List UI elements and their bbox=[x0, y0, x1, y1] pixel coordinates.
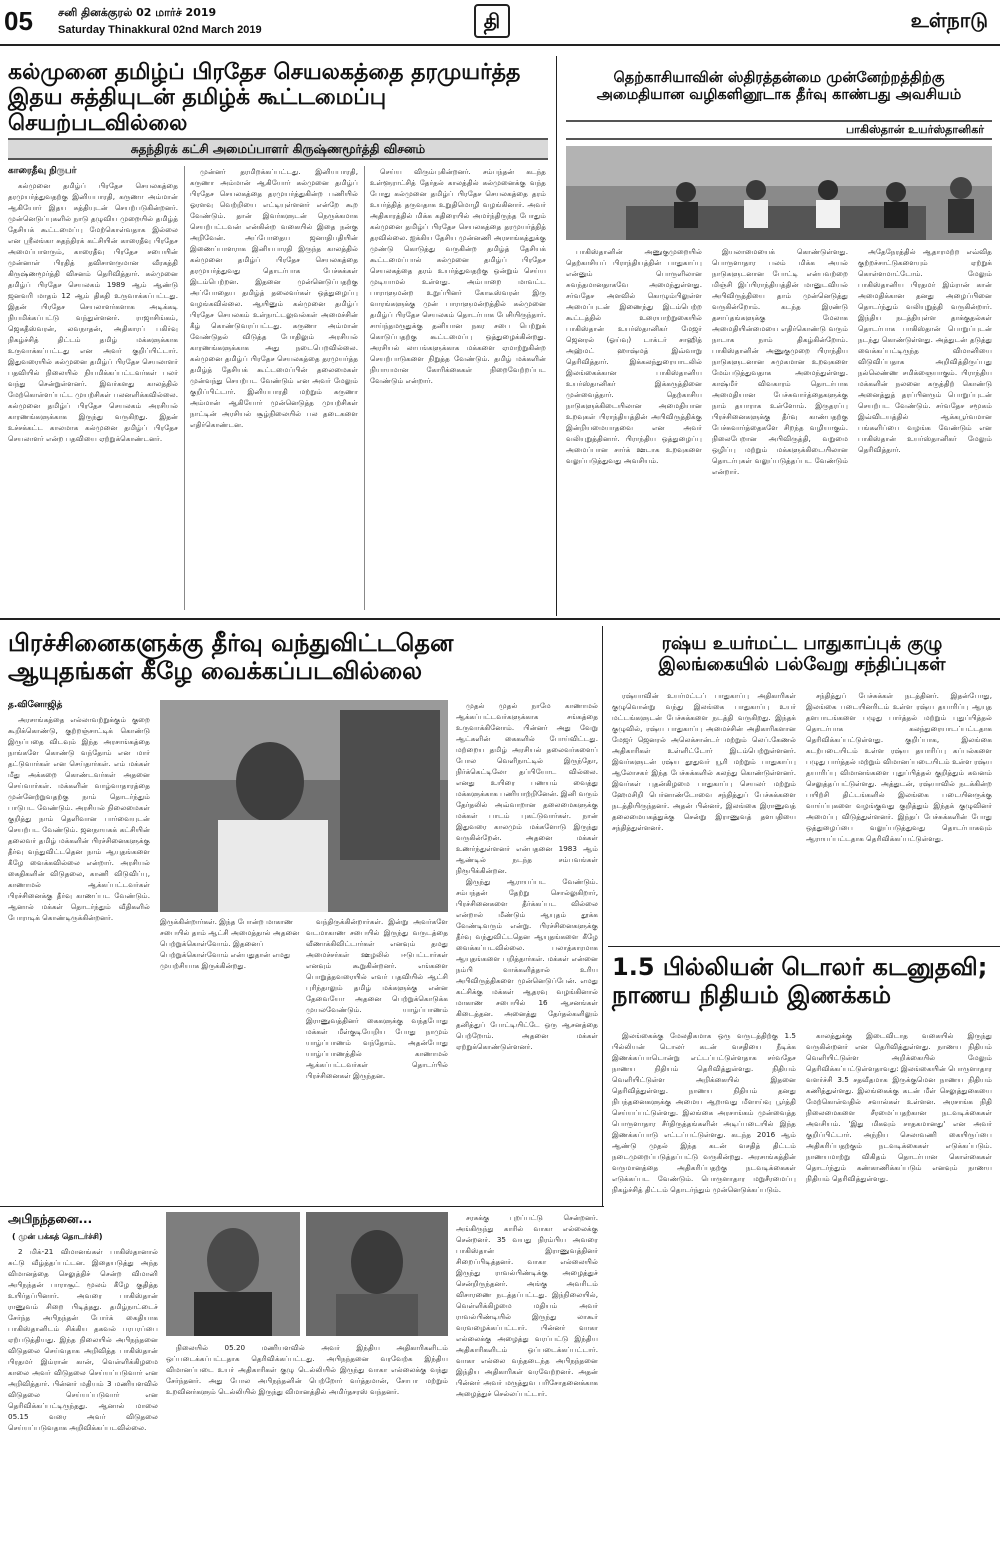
story1-headline-line2: இதய சுத்தியுடன் தமிழ்க் கூட்டமைப்பு செயற்படவில்லை bbox=[8, 85, 387, 136]
story1-column-1: கல்முனை தமிழ்ப் பிரதேச செயலகத்தை தரமுயர்த்துவதற்கு இனியபாரதி, கருணா அம்மான் ஆகியோர் இதய சுத்தியுடன் செயற்படுகின்றனர். முன்னெடுப்புகளில் நாடு தழுவிய முறையில் தமிழ்த் தேசியக் கூட்டமைப்பு மேற்கொள்வதாக இல்லை என ஸ்ரீலங்கா சுதந்திரக் கட்சியின் காரைதீவு பிரதேச அமைப்பாளரும், காரைதீவு பிரதேச சபையின் முன்னாள் பிரதித் தவிசாளருமான வீரகத்தி கிருஷ்ணமூர்த்தி விசனம் தெரிவித்தார். கல்முனை தமிழ்ப் பிரதேச செயலகம் 1989 ஆம் ஆண்டு ஜனவரி மாதம் 12 ஆம் திகதி உருவாக்கப்பட்டது. இதன் பிரதேச செயலாளர்களாக அடிக்கடி நியமிக்கப்பட்டு வந்துள்ளனர். ராஜாசிங்கம், ஜெகதீஸ்வரன், லவநாதன், அதிகாரப் பகிர்வு நிகழ்ச்சித் திட்டம் தமிழ் மக்களுக்காக உருவாக்கப்பட்டது என அவர் குறிப்பிட்டார். இதுவரையில் கல்முனை தமிழ்ப் பிரதேச செயலாளர் பதவியில் நிலையில் நியமிக்கப்பட்டவர்கள் பலர் வந்து சென்றுள்ளனர். இவர்களது காலத்தில் மேற்கொள்ளப்பட்ட முயற்சிகள் பலனளிக்கவில்லை. கல்முனை தமிழ்ப் பிரதேச செயலகம் அரசியல் காரணங்களுக்காக இருந்து வருகிறது. இதன் உச்சக்கட்ட காலமாக கல்முனை தமிழ்ப் பிரதேச செயலாளர் என்ற பதவியை ஏற்றுக்கொண்டனர். bbox=[8, 181, 178, 443]
publication-date-tamil: சனி தினக்குரல் 02 மார்ச் 2019 bbox=[58, 6, 217, 19]
portrait-photo-illustration bbox=[166, 1212, 300, 1336]
story3-byline: த.வினோஜித் bbox=[8, 700, 63, 710]
story3-headline-line2: ஆயுதங்கள் கீழே வைக்கப்படவில்லை bbox=[8, 656, 423, 685]
story6-abhinandan-photo bbox=[306, 1212, 448, 1336]
story3-column-3: முதல் முதல் நாமே காணாமல் ஆக்கப்பட்டவர்களுக்காக சங்கத்தை உருவாக்கினோம். பின்னர் அது வேறு ஆட்களின் கைகளில் போய்விட்டது. மற்றைய தமிழ் அரசியல் தலைவர்களைப் போல வெளிநாட்டில் இருந்தோ, நிர்க்கெட்டிலோ தப்பியோட வில்லை. எனது உயிரை பணயம் வைத்து மக்களுக்காக பணியாற்றினேன். இனி வரும் தேர்தலில் அவ்வாறான தலைமைகளுக்கு மக்கள் பாடம் புகட்டுவார்கள். நான் இதுவரை காலமும் மக்களோடு இருந்து வருகின்றேன். அதனை மக்கள் உணர்ந்துள்ளனர் என்பதனை 1983 ஆம் ஆண்டில் நடந்த சம்பவங்கள் நிரூபிக்கின்றன. இருந்து ஆராயப்பட வேண்டும். சம்பந்தன் தேற்று சொல்லுகிறார், பிரச்சினைகளை தீர்க்கப்பட வில்லை என்றால் மீண்டும் ஆயுதம் தூக்க வேண்டிவரும் என்று. பிரச்சினைகளுக்கு தீர்வு வந்துவிட்டதென ஆயுதங்களை கீழே வைக்கப்படவில்லை. பலாத்காரமாக ஆயுதங்களை பறித்தார்கள். மக்கள் என்னை நம்பி வாக்களித்தால் உரிய அபிவிருத்திகளை முன்னெடுப்பேன். எமது கட்சிக்கு மக்கள் ஆதரவு வழங்கினால் மாகாண சபையில் 16 ஆசனங்கள் கிடைத்தன. அனைத்து தேர்தல்களிலும் தனித்துப் போட்டியிட்டே ஒரு ஆசனத்தை பெற்றோம். அதனை மக்கள் ஏற்றுக்கொண்டுள்ளனர். bbox=[456, 701, 598, 1051]
story6-column-3: சரசுக்கு புறப்பட்டு சென்றனர். அங்கிருந்து காரில் வாகா எல்லைக்கு சென்றனர். 35 வயது நிரம்பிய அவரை பாகிஸ்தான் இராணுவத்தினர் சிறைப்பிடித்தனர். வாகா எல்லையில் இருந்து ராவல்பிண்டிக்கு அழைத்துச் சென்றிருந்தனர். அங்கு அவரிடம் விசாரணை நடத்தப்பட்டது. இந்நிலையில், வெள்ளிக்கிழமை மதியம் அவர் ராவல்பிண்டியில் இருந்து லாகூர் வரவழைக்கப்பட்டார். பின்னர் வாகா எல்லைக்கு அழைத்து வரப்பட்டு இந்திய அதிகாரிகளிடம் ஒப்படைக்கப்பட்டார். வாகா எல்லை வந்தடைந்த அபிநந்தனை இந்திய அதிகாரிகள் வரவேற்றனர். அதன் பின்னர் அவர் மருத்துவ பரிசோதனைக்காக அழைத்துச் செல்லப்பட்டார். bbox=[456, 1213, 598, 1398]
story2-meeting-photo bbox=[566, 146, 992, 240]
story4-headline bbox=[612, 634, 992, 675]
story5-column-2: காலத்துக்கு இடைவிடாத வகையில் இருந்து வருகின்றனர் என தெரிவித்துள்ளது. நாணய நிதியம் வெளியிட்டுள்ள அறிக்கையில் மேலும் தெரிவிக்கப்பட்டுள்ளதாவது: இலங்கையின் பொருளாதார வளர்ச்சி 3.5 சதவீதமாக இருக்குமென நாணய நிதியம் கணித்துள்ளது. இலங்கைக்கு கடன் மீள் செலுத்துகையை மேற்கொள்வதில் சவால்கள் உள்ளன. அரசாங்க நிதி நிலைமைகளை சீரமைப்பதற்கான நடவடிக்கைகள் அவசியம். 'இது மிகவும் சாதகமானது' என அவர் குறிப்பிட்டார். அந்நிய செலாவணி கையிருப்பை அதிகரிப்பதற்கும் நடவடிக்கைகள் எடுக்கப்படும். நாணயமாற்று விகிதம் தொடர்பான கொள்கைகள் தொடர்ந்தும் கண்காணிக்கப்படும் எனவும் நாணய நிதியம் தெரிவித்துள்ளது. bbox=[806, 1031, 992, 1183]
section-divider bbox=[602, 626, 603, 1206]
column-divider bbox=[364, 166, 365, 610]
story2-column-1: பாகிஸ்தானின் அணுகுமுறையில் தெற்காசியப் பிராந்தியத்தின் பாதுகாப்பு என்னும் பொருளிலான சுவந்தமானதாகவே அமைந்துள்ளது. சர்வதேச அளவில் கொழும்பிலுள்ள அமைப்புடன் இணைந்து இடம்பெற்ற கூட்டத்தில் உரையாற்றுகையில் பாகிஸ்தான் உயர்ஸ்தானிகர் மேஜர் ஜெனரல் (ஓய்வு) டாக்டர் சாஹித் அஹ்மட் ஹாஷ்மத் இவ்வாறு தெரிவித்தார். இக்கலந்துரையாடலில் இலங்கைக்கான பாகிஸ்தானிய உயர்ஸ்தானிகர் இக்கருத்தினை முன்வைத்தார். தெற்காசிய நாடுகளுக்கிடையிலான அமைதியான உறவுகள் பிராந்தியத்தின் அபிவிருத்திக்கு இன்றியமையாதவை என அவர் வலியுறுத்தினார். பிராந்திய ஒத்துழைப்பு அமைப்பான சார்க் ஊடாக உறவுகளை வலுப்படுத்துவது அவசியம். bbox=[566, 247, 702, 465]
story1-column-3: செய்ய விரும்புகின்றனர். சம்பந்தன் கடந்த உள்ளூராட்சித் தேர்தல் காலத்தில் கல்முனைக்கு வந்த போது கல்முனை தமிழ்ப் பிரதேச செயலகத்தை தரம் உயர்த்தித் தருவதாக உறுதிமொழி வழங்கினார். அவர் அதிகாரத்தில் மிக்க கதிரையில் அமர்ந்திருந்த போதும் கல்முனை தமிழ்ப் பிரதேச செயலகத்தை தரமுயர்த்தித் தரவில்லை. ஐக்கிய தேசிய முன்னணி அரசாங்கத்துக்கு முண்டு கொடுத்து வருகின்ற தமிழ்த் தேசியக் கூட்டமைப்பால் கல்முனை தமிழ்ப் பிரதேச செயலகத்தை தரம் உயர்த்துவதற்கு ஒன்றும் செய்ய முடியாமல் உள்ளது. அம்பாறை மாவட்ட பாராளுமன்ற உறுப்பினர் கோடீஸ்வரன் இரு வாரங்களுக்கு முன் பாராளுமன்றத்தில் கல்முனை தமிழ்ப் பிரதேச செயலகம் தொடர்பாக பேசியிருந்தார். சாய்ந்தமருதுக்கு தனியான நகர சபை பெற்றுக் கொடுப்பதற்கு கூட்டமைப்பு ஒத்துழைக்கின்றது. அரசியல் லாபங்களுக்காக மக்களை ஏமாற்றுகின்ற செயற்பாடுகளை நிறுத்த வேண்டும். தமிழ் மக்களின் நியாயமான கோரிக்கைகள் நிறைவேற்றப்பட வேண்டும் என்றார். bbox=[370, 167, 546, 385]
column-divider bbox=[184, 166, 185, 610]
story6-column-1: 2 மிக்-21 விமானங்கள் பாகிஸ்தானால் சுட்டு வீழ்த்தப்பட்டன. இதையடுத்து அந்த விமானத்தை செலுத்திச் சென்ற விமானி அபிநந்தன் பாராசூட் மூலம் கீழே குதித்த உயிர்தப்பினார். அவரை பாகிஸ்தான் ராணுவம் சிறை பிடித்தது. தமிழ்நாட்டைச் சேர்ந்த அபிநந்தன் போர்க் கைதியாக பாகிஸ்தானிடம் சிக்கிய தகவல் பரபரப்பை ஏற்படுத்தியது. இந்த நிலையில் அபிநந்தனை விடுதலை செய்வதாக அறிவித்த பாகிஸ்தான் பிரதமர் இம்ரான் கான், வெள்ளிக்கிழமை காலை அவர் விடுதலை செய்யப்படுவார் என அறிவித்தார். பின்னர் மதியம் 3 மணியளவில் விடுதலை செய்யப்படுவார் என தெரிவிக்கப்பட்டிருந்தது. ஆனால் மாலை 05.15 வரை அவர் விடுதலை செய்யப்படுவதாக அறிவிக்கப்படவில்லை. bbox=[8, 1247, 158, 1432]
story6-imran-khan-photo bbox=[166, 1212, 300, 1336]
horizontal-divider bbox=[0, 1206, 604, 1207]
section-title: உள்நாடு bbox=[910, 8, 988, 32]
story2-headline-line1: தெற்காசியாவின் ஸ்திரத்தன்மை முன்னேற்றத்திற்கு bbox=[613, 70, 945, 86]
story1-subhead: சுதந்திரக் கட்சி அமைப்பாளர் கிருஷ்ணமூர்த்தி விசனம் bbox=[8, 138, 548, 160]
story2-subhead: பாகிஸ்தான் உயர்ஸ்தானிகர் bbox=[566, 120, 992, 140]
story1-column-2: முன்னர் தரமிறக்கப்பட்டது. இனியபாரதி, கருணா அம்மான் ஆகியோர் கல்முனை தமிழ்ப் பிரதேச செயலகத்தை தரமுயர்த்துகின்ற பணியில் ஓரளவு வெற்றியை எட்டியுள்ளனர் என்றே கூற வேண்டும். தான் இவர்களுடன் நெருக்கமாக செயற்பட்டவன் என்கின்ற வகையில் இதை நன்கு அறிவேன். அப்போதைய ஜனாதிபதியின் இணைப்பாளராக இனியபாரதி இருந்த காலத்தில் கல்முனை தமிழ்ப் பிரதேச செயலகத்தை தரமுயர்த்துவது தொடர்பாக பேச்சுக்கள் இடம்பெற்றன. இதனை முன்னெடுப்பதற்கு அப்போதைய தமிழ்த் தலைவர்கள் ஒத்துழைப்பு வழங்கவில்லை. ஆயினும் கல்முனை தமிழ்ப் பிரதேச செயலகம் உள்நாட்டலுவல்கள் அமைச்சின் கீழ் கொண்டுவரப்பட்டது. கருணா அம்மான் வேண்டுதல் விடுத்த போதிலும் அரசியல் காரணங்களுக்காக அது நடைபெறவில்லை. கல்முனை தமிழ்ப் பிரதேச செயலகத்தை தரமுயர்த்த தமிழ்த் தேசியக் கூட்டமைப்பின் தலைமைகள் முன்வந்து செயற்பட வேண்டும் என அவர் மேலும் குறிப்பிட்டார். இனியபாரதி மற்றும் கருணா அம்மான் ஆகியோர் முன்னெடுத்த முயற்சிகள் நாட்டின் அரசியல் சூழ்நிலையில் பல தடைகளை எதிர்கொண்டன. bbox=[190, 167, 358, 429]
story3-column-2: வந்திருக்கின்றார்கள். இன்று அவர்களே வடமாகாண சபையில் இருந்து வருடத்தை வீணாக்கிவிட்டார்கள் எனவும் தமது அமைச்சர்கள் ஊழலில் ஈடுபட்டார்கள் எனவும் கூறுகின்றனர். எங்களை பொறுத்தவரையில் எவர் பதவியில் ஆட்சி புரிந்தாலும் தமிழ் மக்களுக்கு என்ன தேவையோ அதனை பெற்றுக்கொடுக்க முயலவேண்டும். யாழ்ப்பாணம் இராணுவத்தினர் கைகளுக்கு வந்தபோது மக்கள் மீள்குடியேறிய போது நாமும் யாழ்ப்பாணம் வந்தோம். அதன்போது யாழ்ப்பாணத்தில் காணாமல் ஆக்கப்பட்டவர்கள் தொடர்பில் பிரச்சினைகள் இருந்தன. bbox=[306, 917, 448, 1080]
story6-continuation-title: அபிநந்தனை... bbox=[8, 1212, 93, 1226]
story2-column-3: அதேநேரத்தில் ஆதாரமற்ற எவ்வித குற்றச்சாட்டுகளையும் ஏற்றுக் கொள்ளமாட்டோம். மேலும் பாகிஸ்தானிய பிரதமர் இம்ரான் கான் அமைதிக்கான தனது அழைப்பினை தொடர்ந்தும் வலியுறுத்தி வருகின்றார். இந்திய நடத்தியுள்ள தாக்குதல்கள் தொடர்பாக பாகிஸ்தான் பொறுப்புடன் நடந்து கொண்டுள்ளது. அத்துடன் தடுத்து வைக்கப்பட்டிருந்த விமானியை விடுவிப்பதாக அறிவித்திருப்பது நல்லெண்ண சமிக்ஞையாகும். பிராந்திய மக்களின் நலனை கருத்திற் கொண்டு அனைத்துத் தரப்பினரும் பொறுப்புடன் செயற்பட வேண்டும். சர்வதேச சமூகம் இவ்விடயத்தில் ஆக்கபூர்வமான பங்களிப்பை வழங்க வேண்டும் என பாகிஸ்தான் உயர்ஸ்தானிகர் மேலும் தெரிவித்தார். bbox=[858, 247, 992, 454]
story3-headline-line1: பிரச்சினைகளுக்கு தீர்வு வந்துவிட்டதென bbox=[8, 629, 454, 657]
section-divider bbox=[556, 56, 557, 616]
portrait-photo-illustration bbox=[160, 700, 448, 912]
story3-column-1: அரசாங்கத்தை எல்லாவற்றுக்கும் குறை கூறிக்கொண்டு, குற்றஞ்சாட்டிக் கொண்டு இருப்பதை விடவும் இந்த அரசாங்கத்தை நாங்களே கொண்டு வந்தோம் என மார் தட்டுவார்கள் என செய்தார்கள். எம் மக்கள் மீது அக்கறை கொண்டவர்கள் அதனை செய்வார்கள். மக்களின் வாழ்வாதாரத்தை முன்னேற்றுவதற்கு நாம் தொடர்ந்தும் பாடுபட வேண்டும். அரசியல் நிலைமைகள் குறித்து நாம் தெளிவான பார்வையுடன் செயற்பட வேண்டும். ஜனநாயகக் கட்சியின் தலைவர் தமிழ் மக்களின் பிரச்சினைகளுக்கு தீர்வு வந்துவிட்டதென நாம் ஆயுதங்களை கீழே வைக்கவில்லை என்றார். அரசியல் கைதிகளின் விடுதலை, காணி விடுவிப்பு, காணாமல் ஆக்கப்பட்டவர்கள் பிரச்சினைக்கு தீர்வு காணப்பட வேண்டும். ஆனால் மக்கள் தொடர்ந்தும் வீதிகளில் போராடிக் கொண்டிருக்கின்றனர். bbox=[8, 715, 150, 922]
portrait-photo-illustration bbox=[306, 1212, 448, 1336]
story4-column-2: சந்தித்துப் பேச்சுக்கள் நடத்தினர். இதன்போது, இலங்கை படையினரிடம் உள்ள ரஷ்ய தயாரிப்பு ஆயுத தளபாடங்களை பழுது பார்த்தல் மற்றும் புதுப்பித்தல் தொடர்பாக கலந்துரையாடப்பட்டதாக தெரிவிக்கப்பட்டுள்ளது. குறிப்பாக, இலங்கை கடற்படையிடம் உள்ள ரஷ்ய தயாரிப்பு கப்பல்களை பழுது பார்த்தல் மற்றும் விமானப்படையிடம் உள்ள ரஷ்ய தயாரிப்பு விமானங்களை புதுப்பித்தல் குறித்தும் கவனம் செலுத்தப்பட்டுள்ளது. அத்துடன், ரஷ்யாவில் நடக்கின்ற பயிற்சி திட்டங்களில் இலங்கை படையினருக்கு வாய்ப்புகளை வழங்குவது குறித்தும் இந்தக் குழுவினர் அமைப்பு விடுத்துள்ளனர். இந்தப் பேச்சுக்களின் போது ஒத்துழைப்பை வலுப்படுத்துவது தொடர்பாகவும் ஆராயப்பட்டதாக தெரிவிக்கப்பட்டுள்ளது. bbox=[806, 691, 992, 843]
page-header bbox=[0, 0, 1000, 46]
horizontal-divider bbox=[608, 946, 1000, 947]
horizontal-divider bbox=[0, 618, 1000, 620]
story2-headline-line2: அமைதியான வழிகளினூடாக தீர்வு காண்பது அவசியம் bbox=[596, 86, 962, 103]
story4-headline-line2: இலங்கையில் பல்வேறு சந்திப்புகள் bbox=[658, 653, 946, 675]
story1-byline: காரைதீவு நிருபர் bbox=[8, 166, 77, 176]
story6-column-2: நிலையில் 05.20 மணியளவில் அவர் இந்திய அதிகாரிகளிடம் ஒப்படைக்கப்பட்டதாக தெரிவிக்கப்பட்டது. அபிநந்தனை வரவேற்க இந்திய விமானப்படை உயர் அதிகாரிகள் குழு டெல்லியில் இருந்து வாகா எல்லைக்கு வந்து சேர்ந்தனர். அது போல அபிநந்தனின் பெற்றோர் வர்த்தமான், சோபா மற்றும் உறவினர்களும் டெல்லியில் இருந்து விமானத்தில் அமிர்தசரஸ் வந்தனர். bbox=[166, 1343, 448, 1396]
story5-headline bbox=[612, 954, 992, 1009]
page-number: 05 bbox=[4, 6, 33, 36]
story1-headline bbox=[8, 60, 548, 136]
story5-headline-line2: நாணய நிதியம் இணக்கம் bbox=[612, 980, 892, 1009]
story2-headline bbox=[566, 70, 992, 103]
story3-headline bbox=[8, 630, 588, 685]
story4-headline-line1: ரஷ்ய உயர்மட்ட பாதுகாப்புக் குழு bbox=[661, 633, 943, 654]
story6-continuation-reference: ( முன் பக்கத் தொடர்ச்சி) bbox=[12, 1232, 103, 1241]
story3-photo-caption: இருக்கின்றார்கள். இந்த போன்ற மாகாண சபையில் தாம் ஆட்சி அமைத்தால் அதனை பெற்றுக்கொள்வோம். இதனைப் பெற்றுக்கொள்வோம் என்பதுதான் எமது முயற்சியாக இருக்கின்றது. bbox=[160, 917, 300, 970]
story5-headline-line1: 1.5 பில்லியன் டொலர் கடனுதவி; bbox=[612, 953, 988, 981]
story1-headline-line1: கல்முனை தமிழ்ப் பிரதேச செயலகத்தை தரமுயர்த்த bbox=[8, 60, 521, 85]
meeting-photo-illustration bbox=[566, 146, 992, 240]
story5-column-1: இலங்கைக்கு மேலதிகமாக ஒரு வருடத்திற்கு 1.5 பில்லியன் டொலர் கடன் வசதியை நீடிக்க இணக்கப்பாடொன்று எட்டப்பட்டுள்ளதாக சர்வதேச நாணய நிதியம் தெரிவித்துள்ளது. நிதியம் வெளியிட்டுள்ள அறிக்கையில் இதனை தெரிவித்துள்ளது. நாணய நிதியம் தனது நிபந்தனைகளுக்கு அமைய ஆறாவது மீளாய்வு பூர்த்தி செய்யப்பட்டுள்ளது. இலங்கை அரசாங்கம் முன்வைத்த பொருளாதார சீர்திருத்தங்களின் அடிப்படையில் இந்த இணக்கப்பாடு எட்டப்பட்டுள்ளது. கடந்த 2016 ஆம் ஆண்டு முதல் இந்த கடன் வசதித் திட்டம் நடைமுறைப்படுத்தப்பட்டு வருகின்றது. அரசாங்கத்தின் வருமானத்தை அதிகரிப்பதற்கு நடவடிக்கைகள் எடுக்கப்பட வேண்டும். பொருளாதார மறுசீரமைப்பு நிகழ்ச்சித் திட்டம் தொடர்ந்தும் முன்னெடுக்கப்படும். bbox=[612, 1031, 796, 1194]
story4-column-1: ரஷ்யாவின் உயர்மட்டப் பாதுகாப்பு அதிகாரிகள் குழுவொன்று வந்து இலங்கை பாதுகாப்பு உயர் மட்டங்களுடன் பேச்சுக்களை நடத்தி வருகிறது. இந்தக் குழுவில், ரஷ்ய பாதுகாப்பு அமைச்சின் அதிகாரிகளான மேஜர் ஜெனரல் அலெக்சான்டர் மற்றும் லெப்.கேணல் அதிகாரிகள் உள்ளிட்டோர் இடம்பெற்றுள்ளனர். இவர்களுடன் ரஷ்ய தூதுவர் யூரி மற்றும் பாதுகாப்பு ஆலோசகர் இந்த பேச்சுக்களில் கலந்து கொண்டுள்ளனர். இவர்கள் புதன்கிழமை பாதுகாப்பு செயலர் மற்றும் ஹேமசிறி பெர்னாண்டோவை சந்தித்துப் பேச்சுக்களை நடத்தியிருந்தனர். அதன் பின்னர், இலங்கை இராணுவத் தலைமையகத்துக்கு சென்று இராணுவத் தளபதியை சந்தித்துள்ளனர். bbox=[612, 691, 796, 832]
newspaper-logo: தி bbox=[474, 4, 510, 38]
story2-column-2: இயலாமையைக் கொண்டுள்ளது. பொருளாதார பலம் மிக்க அயல் நாடுகளுடனான போட்டி என்பவற்றை மிஞ்சி இப்பிராந்தியத்தின் மானுடவியல் அபிவிருத்தியை தாம் முன்னெடுத்து வருகின்றோம். கடந்த இரண்டு தசாப்தங்களுக்கு மேலாக அமைதியின்மையை எதிர்கொண்டு வரும் நாடாக நாம் திகழ்கின்றோம். பாகிஸ்தானின் அணுகுமுறை பிராந்திய நாடுகளுடனான சுமுகமான உறவுகளை மேம்படுத்துவதாக அமைந்துள்ளது. காஷ்மீர் விவகாரம் தொடர்பாக அமைதியான பேச்சுவார்த்தைகளுக்கு நாம் தயாராக உள்ளோம். இருதரப்பு பிரச்சினைகளுக்கு தீர்வு காண்பதற்கு பேச்சுவார்த்தைகளே சிறந்த வழியாகும். நிலைபேறான அபிவிருத்தி, வறுமை ஒழிப்பு மற்றும் மக்களுக்கிடையிலான தொடர்புகள் வலுப்படுத்தப்பட வேண்டும் என்றார். bbox=[712, 247, 848, 476]
story3-portrait-photo bbox=[160, 700, 448, 912]
story3-column-4-text: இருந்து ஆராயப்பட வேண்டும். சம்பந்தன் தேற்று சொல்லுகிறார், பிரச்சினைகளை தீர்க்கப்பட வில்லை என்றால் மீண்டும் ஆயுதம் தூக்க வேண்டிவரும் என்று. பிரச்சினைகளுக்கு தீர்வு வந்துவிட்டதென ஆயுதங்களை கீழே வைக்கப்படவில்லை. பலாத்காரமாக ஆயுதங்களை பறித்தார்கள். மக்கள் என்னை நம்பி வாக்களித்தால் உரிய அபிவிருத்திகளை முன்னெடுப்பேன். எமது கட்சிக்கு மக்கள் ஆதரவு வழங்கினால் மாகாண சபையில் 16 ஆசனங்கள் கிடைத்தன. அனைத்து தேர்தல்களிலும் தனித்துப் போட்டியிட்டே ஒரு ஆசனத்தை பெற்றோம். அதனை மக்கள் ஏற்றுக்கொண்டுள்ளனர். bbox=[456, 877, 598, 1051]
publication-date-english: Saturday Thinakkural 02nd March 2019 bbox=[58, 24, 262, 36]
